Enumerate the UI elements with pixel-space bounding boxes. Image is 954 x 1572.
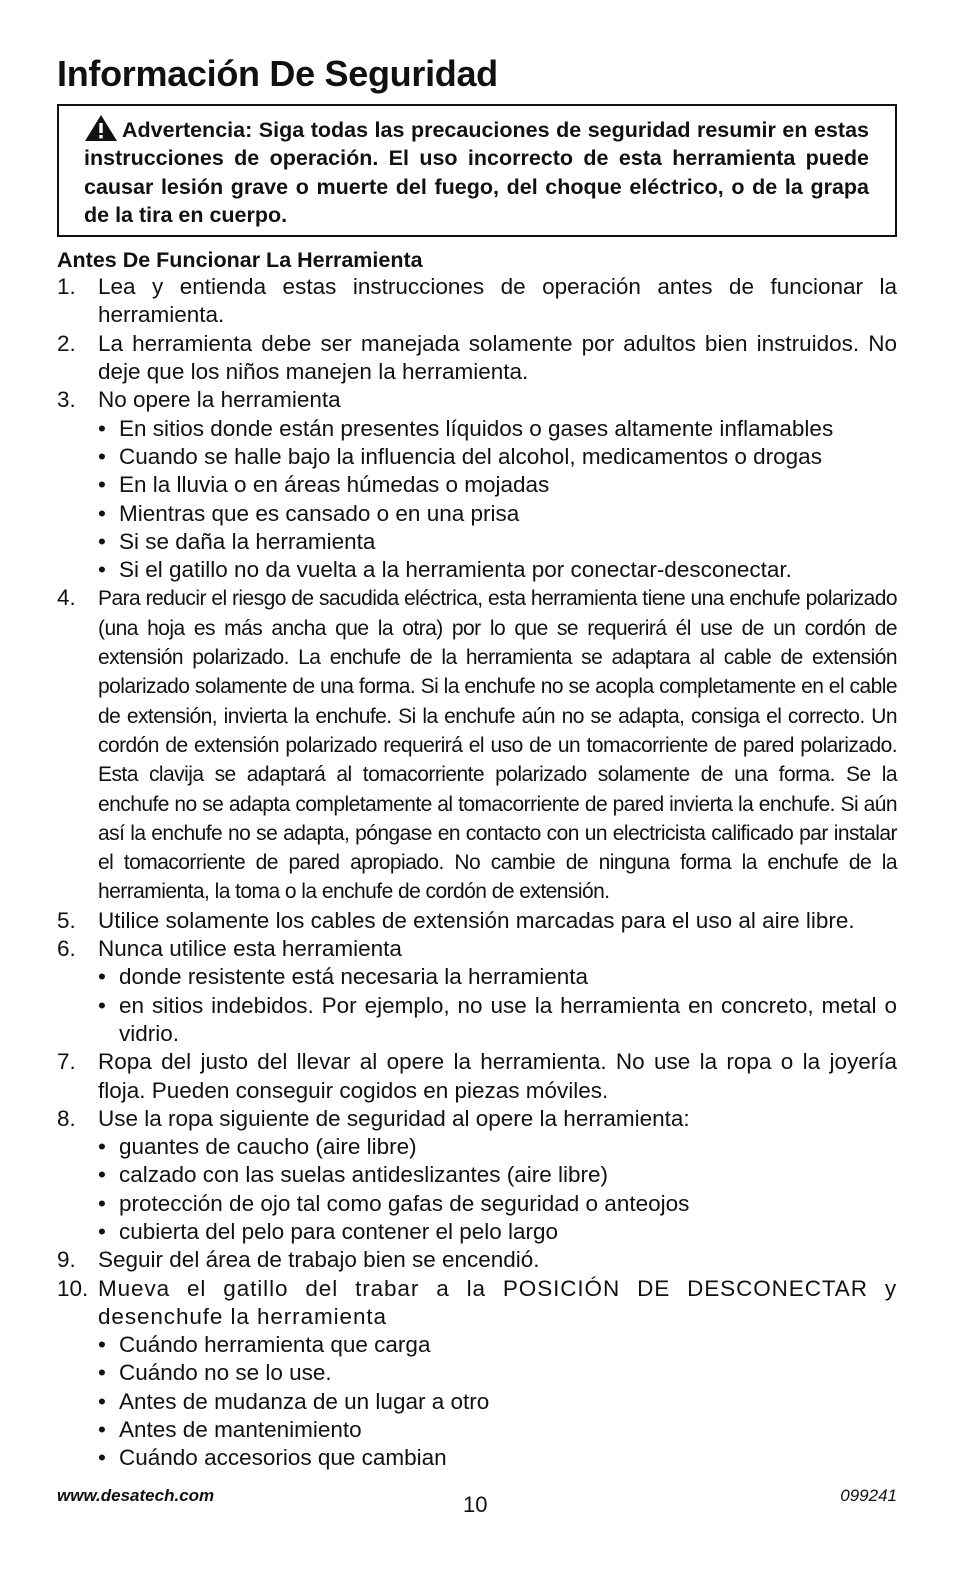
item-text: Para reducir el riesgo de sacudida eléctrica, esta herramienta tiene una enchufe polarizado (una hoja es más ancha que la otra) por lo que se requerirá él use de un cordón de extensión polarizado. La enchufe de la herramienta se adaptara al cable de extensión polarizado solamente de una forma. Si la enchufe no se acopla completamente en el cable de extensión, invierta la enchufe. Si la enchufe aún no se adapta, consiga el correcto. Un cordón de extensión polarizado requerirá el uso de un tomacorriente de pared polarizado. Esta clavija se adaptará al tomacorriente polarizado solamente de una forma. Se la enchufe no se adapta completamente al tomacorriente de pared invierta la enchufe. Si aún así la enchufe no se adapta, póngase en contacto con un electricista calificado par instalar el tomacorriente de pared apropiado. No cambie de ninguna forma la enchufe de la herramienta, la toma o la enchufe de cordón de extensión.: [98, 587, 897, 904]
bullet-item: • Cuándo accesorios que cambian: [98, 1444, 897, 1472]
item-number: 8.: [57, 1105, 76, 1131]
item-text: Nunca utilice esta herramienta: [98, 936, 402, 962]
list-item: [57, 1246, 897, 1274]
item-text: Use la ropa siguiente de seguridad al opere la herramienta:: [98, 1105, 690, 1131]
bullet-item: • En sitios donde están presentes líquidos o gases altamente inflamables: [98, 415, 897, 443]
bullet-list: [98, 1133, 897, 1246]
bullet-item: • Si se daña la herramienta: [98, 528, 897, 556]
page-number: 10: [463, 1492, 488, 1517]
bullet-list: [98, 415, 897, 585]
item-number: 3.: [57, 387, 76, 413]
item-number: 7.: [57, 1049, 76, 1075]
list-item: [57, 584, 897, 906]
warning-text: Advertencia: Siga todas las precauciones de seguridad resumir en estas instrucciones de operación. El uso incorrecto de esta herramienta puede causar lesión grave o muerte del fuego, del choque eléctrico, o de la grapa de la tira en cuerpo.: [84, 118, 869, 227]
item-text: No opere la herramienta: [98, 387, 341, 413]
item-number: 2.: [57, 330, 76, 356]
item-number: 5.: [57, 907, 76, 933]
list-item: [57, 1105, 897, 1246]
page-title: Información De Seguridad: [57, 53, 498, 94]
list-item: [57, 1275, 897, 1473]
bullet-item: • calzado con las suelas antideslizantes (aire libre): [98, 1161, 897, 1189]
document-page: [57, 52, 897, 1473]
bullet-item: • Si el gatillo no da vuelta a la herramienta por conectar-desconectar.: [98, 556, 897, 584]
list-item: [57, 907, 897, 935]
bullet-item: • donde resistente está necesaria la herramienta: [98, 963, 897, 991]
section-heading: Antes De Funcionar La Herramienta: [57, 248, 423, 273]
bullet-item: • Antes de mudanza de un lugar a otro: [98, 1388, 897, 1416]
document-code: 099241: [840, 1486, 897, 1505]
list-item: [57, 386, 897, 584]
bullet-item: • Cuándo herramienta que carga: [98, 1331, 897, 1359]
bullet-item: • Antes de mantenimiento: [98, 1416, 897, 1444]
item-number: 9.: [57, 1247, 76, 1273]
item-number: 6.: [57, 936, 76, 962]
item-text: Mueva el gatillo del trabar a la POSICIÓN DE DESCONECTAR y desenchufe la herramienta: [98, 1275, 897, 1329]
list-item: [57, 330, 897, 387]
item-text: Lea y entienda estas instrucciones de operación antes de funcionar la herramienta.: [98, 274, 897, 328]
item-text: Ropa del justo del llevar al opere la herramienta. No use la ropa o la joyería floja. Pueden conseguir cogidos en piezas móviles.: [98, 1049, 897, 1103]
bullet-item: • Cuando se halle bajo la influencia del alcohol, medicamentos o drogas: [98, 443, 897, 471]
list-item: [57, 1048, 897, 1105]
item-text: La herramienta debe ser manejada solamente por adultos bien instruidos. No deje que los niños manejen la herramienta.: [98, 330, 897, 385]
instructions-list: [57, 273, 897, 1472]
item-number: 1.: [57, 274, 76, 300]
item-text: Utilice solamente los cables de extensión marcadas para el uso al aire libre.: [98, 907, 855, 933]
item-text: Seguir del área de trabajo bien se encendió.: [98, 1247, 540, 1273]
item-number: 4.: [57, 585, 76, 611]
bullet-item: • Cuándo no se lo use.: [98, 1359, 897, 1387]
website-url: www.desatech.com: [57, 1486, 215, 1505]
page-footer: [57, 1486, 897, 1526]
warning-box: [57, 104, 897, 237]
warning-triangle-icon: [84, 114, 118, 142]
item-number: 10.: [57, 1275, 89, 1301]
bullet-item: • guantes de caucho (aire libre): [98, 1133, 897, 1161]
bullet-item: • Mientras que es cansado o en una prisa: [98, 500, 897, 528]
list-item: [57, 935, 897, 1048]
bullet-item: • cubierta del pelo para contener el pelo largo: [98, 1218, 897, 1246]
bullet-item: • en sitios indebidos. Por ejemplo, no use la herramienta en concreto, metal o vidrio.: [98, 992, 897, 1049]
list-item: [57, 273, 897, 330]
bullet-item: • protección de ojo tal como gafas de seguridad o anteojos: [98, 1190, 897, 1218]
bullet-list: [98, 963, 897, 1048]
bullet-list: [98, 1331, 897, 1472]
bullet-item: • En la lluvia o en áreas húmedas o mojadas: [98, 471, 897, 499]
